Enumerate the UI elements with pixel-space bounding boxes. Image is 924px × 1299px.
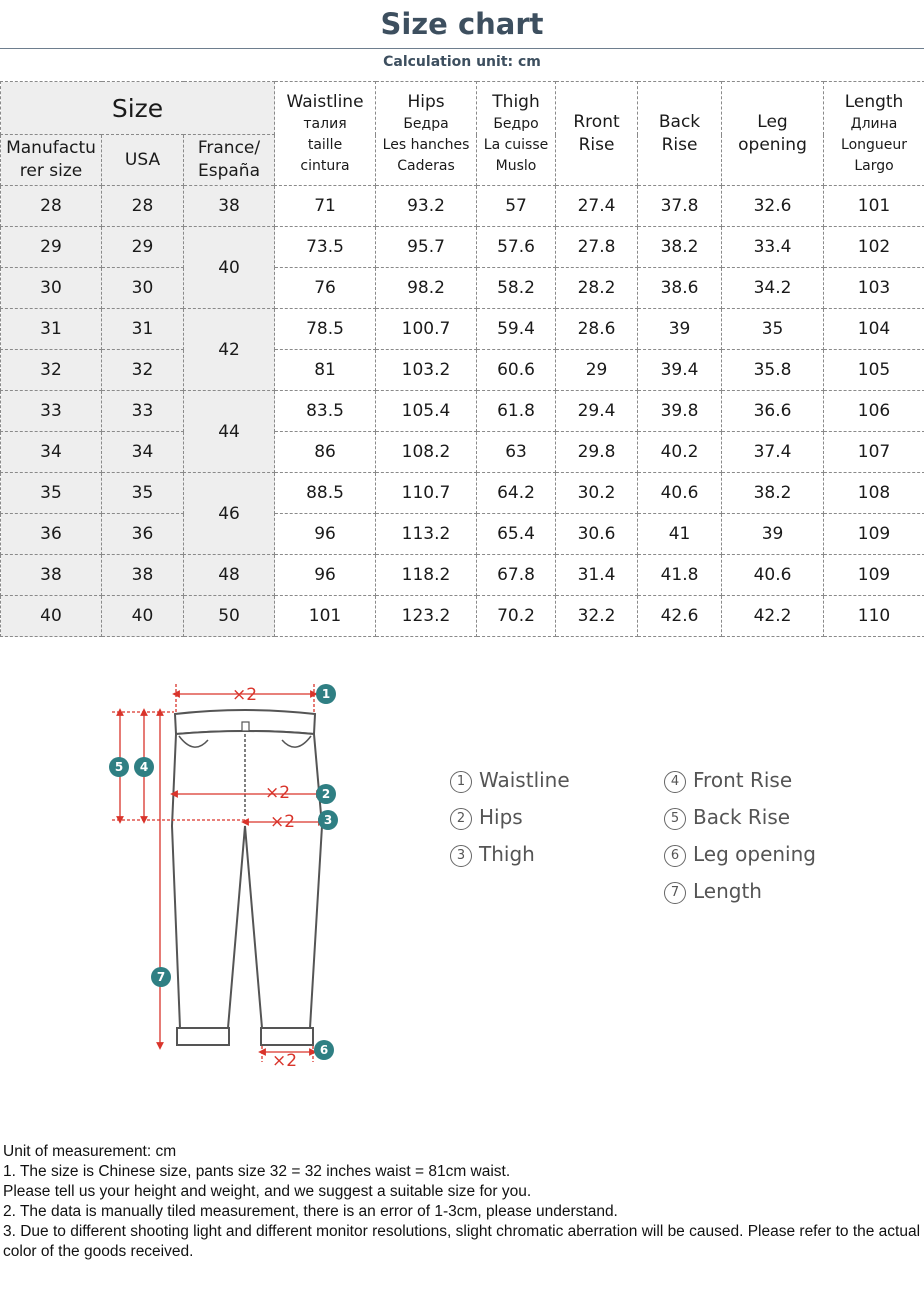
col-header-front-rise [556, 82, 638, 186]
col-header-thigh [477, 82, 556, 186]
manufacturer-size-cell: 38 [1, 555, 102, 596]
col-header-main: Back Rise [658, 111, 701, 155]
measurement-cell: 57 [477, 186, 556, 227]
col-header-main: Rront Rise [573, 111, 620, 155]
usa-size-cell: 33 [102, 391, 184, 432]
table-row [1, 473, 924, 514]
eu-size-cell: 50 [184, 596, 275, 637]
table-row [1, 227, 924, 268]
legend-number-icon: 6 [664, 845, 686, 867]
measurement-cell: 28.6 [556, 309, 638, 350]
measurement-cell: 73.5 [275, 227, 376, 268]
measurement-cell: 40.6 [722, 555, 824, 596]
measurement-cell: 32.2 [556, 596, 638, 637]
table-row [1, 514, 924, 555]
legend-right [664, 768, 816, 916]
usa-size-cell: 28 [102, 186, 184, 227]
badge-1-label: 1 [321, 687, 331, 701]
legend-number-icon: 1 [450, 771, 472, 793]
measurement-cell: 103 [824, 268, 924, 309]
measurement-cell: 93.2 [376, 186, 477, 227]
pants-outline [172, 710, 322, 1045]
usa-size-cell: 30 [102, 268, 184, 309]
badge-7-label: 7 [156, 970, 166, 984]
legend-item-thigh [450, 842, 570, 879]
pants-measurement-diagram [100, 676, 360, 1076]
col-header-sub: La cuisse [483, 136, 549, 153]
badge-6-label: 6 [319, 1043, 329, 1057]
eu-size-cell: 40 [184, 227, 275, 309]
measurement-cell: 58.2 [477, 268, 556, 309]
measurement-cell: 96 [275, 514, 376, 555]
legend-label: Hips [479, 805, 523, 829]
legend-left [450, 768, 570, 879]
manufacturer-size-cell: 28 [1, 186, 102, 227]
measurement-cell: 38.6 [638, 268, 722, 309]
measurement-cell: 38.2 [638, 227, 722, 268]
eu-size-cell: 46 [184, 473, 275, 555]
measurement-cell: 39.4 [638, 350, 722, 391]
leg-opening-multiplier: ×2 [272, 1051, 298, 1071]
measurement-cell: 59.4 [477, 309, 556, 350]
measurement-cell: 61.8 [477, 391, 556, 432]
table-row [1, 391, 924, 432]
calculation-unit-label: Calculation unit: cm [383, 54, 541, 70]
legend-number-icon: 4 [664, 771, 686, 793]
measurement-cell: 60.6 [477, 350, 556, 391]
measurement-cell: 107 [824, 432, 924, 473]
badge-3-label: 3 [323, 813, 333, 827]
measurement-cell: 109 [824, 514, 924, 555]
col-header-manufacturer-size [1, 135, 102, 186]
manufacturer-size-cell: 40 [1, 596, 102, 637]
measurement-cell: 83.5 [275, 391, 376, 432]
table-row [1, 432, 924, 473]
usa-size-cell: 29 [102, 227, 184, 268]
measurement-cell: 76 [275, 268, 376, 309]
usa-size-cell: 35 [102, 473, 184, 514]
usa-size-cell: 31 [102, 309, 184, 350]
legend-item-hips [450, 805, 570, 842]
col-header-france-espana [184, 135, 275, 186]
note-2: 2. The data is manually tiled measurement, there is an error of 1-3cm, please understand. [3, 1203, 618, 1220]
measurement-cell: 106 [824, 391, 924, 432]
measurement-cell: 95.7 [376, 227, 477, 268]
col-header-sub: Длина [850, 115, 898, 132]
col-header-sub: taille [307, 136, 343, 153]
eu-size-cell: 38 [184, 186, 275, 227]
measurement-cell: 39.8 [638, 391, 722, 432]
col-header-sub: cintura [300, 157, 350, 174]
table-row [1, 596, 924, 637]
col-header-leg-opening [722, 82, 824, 186]
measurement-cell: 88.5 [275, 473, 376, 514]
measurement-cell: 34.2 [722, 268, 824, 309]
manufacturer-size-cell: 33 [1, 391, 102, 432]
note-unit: Unit of measurement: cm [3, 1143, 177, 1160]
col-header-main: Length [844, 91, 904, 112]
legend-item-back-rise [664, 805, 816, 842]
notes-section [3, 1142, 921, 1262]
badge-2-label: 2 [321, 787, 331, 801]
measurement-cell: 40.6 [638, 473, 722, 514]
measurement-cell: 105 [824, 350, 924, 391]
col-header-main: Hips [407, 91, 445, 112]
measurement-cell: 28.2 [556, 268, 638, 309]
col-header-main: Manufactu rer size [6, 138, 96, 181]
measurement-cell: 41 [638, 514, 722, 555]
col-header-sub: Longueur [841, 136, 908, 153]
col-header-waistline [275, 82, 376, 186]
eu-size-cell: 48 [184, 555, 275, 596]
measurement-cell: 108 [824, 473, 924, 514]
col-header-main: Leg opening [738, 111, 807, 155]
table-row [1, 309, 924, 350]
usa-size-cell: 36 [102, 514, 184, 555]
col-header-sub: Бедро [493, 115, 539, 132]
measurement-cell: 123.2 [376, 596, 477, 637]
measurement-cell: 102 [824, 227, 924, 268]
measurement-cell: 70.2 [477, 596, 556, 637]
legend-label: Thigh [479, 842, 535, 866]
col-header-main: Waistline [286, 91, 364, 112]
measurement-cell: 29.8 [556, 432, 638, 473]
measurement-cell: 101 [824, 186, 924, 227]
measurement-cell: 100.7 [376, 309, 477, 350]
measurement-cell: 37.4 [722, 432, 824, 473]
measurement-cell: 118.2 [376, 555, 477, 596]
badge-5-label: 5 [114, 760, 124, 774]
thigh-multiplier: ×2 [270, 812, 296, 832]
measurement-cell: 27.4 [556, 186, 638, 227]
measurement-cell: 81 [275, 350, 376, 391]
legend-label: Length [693, 879, 762, 903]
measurement-cell: 39 [722, 514, 824, 555]
measurement-cell: 109 [824, 555, 924, 596]
col-header-sub: Muslo [495, 157, 537, 174]
note-3: 3. Due to different shooting light and different monitor resolutions, slight chromatic aberration will be caused. Please refer to the actual color of the goods received. [3, 1223, 921, 1260]
table-row [1, 350, 924, 391]
manufacturer-size-cell: 31 [1, 309, 102, 350]
title-divider [0, 48, 924, 49]
legend-item-waistline [450, 768, 570, 805]
usa-size-cell: 32 [102, 350, 184, 391]
measurement-cell: 41.8 [638, 555, 722, 596]
measurement-cell: 40.2 [638, 432, 722, 473]
eu-size-cell: 42 [184, 309, 275, 391]
measurement-cell: 113.2 [376, 514, 477, 555]
col-header-sub: Largo [854, 157, 894, 174]
usa-size-cell: 40 [102, 596, 184, 637]
usa-size-cell: 34 [102, 432, 184, 473]
table-row [1, 268, 924, 309]
measurement-cell: 110 [824, 596, 924, 637]
measurement-cell: 29 [556, 350, 638, 391]
col-header-back-rise [638, 82, 722, 186]
measurement-cell: 86 [275, 432, 376, 473]
measurement-cell: 104 [824, 309, 924, 350]
size-group-header: Size [1, 82, 275, 135]
legend-number-icon: 3 [450, 845, 472, 867]
measurement-cell: 65.4 [477, 514, 556, 555]
measurement-cell: 108.2 [376, 432, 477, 473]
manufacturer-size-cell: 32 [1, 350, 102, 391]
measurement-cell: 27.8 [556, 227, 638, 268]
note-1: 1. The size is Chinese size, pants size 32 = 32 inches waist = 81cm waist. [3, 1163, 511, 1180]
legend-label: Waistline [479, 768, 570, 792]
legend-item-length [664, 879, 816, 916]
manufacturer-size-cell: 34 [1, 432, 102, 473]
measurement-cell: 42.2 [722, 596, 824, 637]
table-row [1, 555, 924, 596]
eu-size-cell: 44 [184, 391, 275, 473]
size-chart-table [0, 81, 924, 637]
table-row [1, 186, 924, 227]
manufacturer-size-cell: 29 [1, 227, 102, 268]
measurement-cell: 31.4 [556, 555, 638, 596]
col-header-sub: Бедра [403, 115, 449, 132]
measurement-cell: 67.8 [477, 555, 556, 596]
legend-number-icon: 2 [450, 808, 472, 830]
measurement-cell: 64.2 [477, 473, 556, 514]
legend-number-icon: 5 [664, 808, 686, 830]
legend-label: Back Rise [693, 805, 791, 829]
legend-number-icon: 7 [664, 882, 686, 904]
measurement-cell: 42.6 [638, 596, 722, 637]
col-header-sub: талия [303, 115, 347, 132]
hips-multiplier: ×2 [265, 783, 291, 803]
measurement-cell: 98.2 [376, 268, 477, 309]
col-header-sub: Caderas [397, 157, 455, 174]
manufacturer-size-cell: 36 [1, 514, 102, 555]
legend-label: Leg opening [693, 842, 816, 866]
waist-multiplier: ×2 [232, 685, 258, 705]
col-header-main: France/ España [197, 138, 261, 181]
measurement-cell: 38.2 [722, 473, 824, 514]
measurement-cell: 30.2 [556, 473, 638, 514]
legend-item-front-rise [664, 768, 816, 805]
col-header-length [824, 82, 924, 186]
measurement-cell: 36.6 [722, 391, 824, 432]
measurement-cell: 103.2 [376, 350, 477, 391]
measurement-cell: 101 [275, 596, 376, 637]
badge-4-label: 4 [139, 760, 149, 774]
measurement-cell: 30.6 [556, 514, 638, 555]
col-header-sub: Les hanches [382, 136, 470, 153]
manufacturer-size-cell: 30 [1, 268, 102, 309]
measurement-cell: 63 [477, 432, 556, 473]
measurement-cell: 39 [638, 309, 722, 350]
measurement-cell: 71 [275, 186, 376, 227]
measurement-cell: 110.7 [376, 473, 477, 514]
measurement-cell: 33.4 [722, 227, 824, 268]
measurement-cell: 96 [275, 555, 376, 596]
measurement-cell: 57.6 [477, 227, 556, 268]
page-title: Size chart [380, 7, 544, 41]
measurement-cell: 35.8 [722, 350, 824, 391]
measurement-cell: 29.4 [556, 391, 638, 432]
manufacturer-size-cell: 35 [1, 473, 102, 514]
col-header-hips [376, 82, 477, 186]
measurement-cell: 32.6 [722, 186, 824, 227]
usa-size-cell: 38 [102, 555, 184, 596]
col-header-main: Thigh [492, 91, 540, 112]
col-header-usa: USA [102, 135, 184, 186]
measurement-cell: 105.4 [376, 391, 477, 432]
measurement-cell: 37.8 [638, 186, 722, 227]
legend-item-leg-opening [664, 842, 816, 879]
legend-label: Front Rise [693, 768, 793, 792]
measurement-cell: 78.5 [275, 309, 376, 350]
measurement-cell: 35 [722, 309, 824, 350]
note-1-suggestion: Please tell us your height and weight, and we suggest a suitable size for you. [3, 1183, 532, 1200]
